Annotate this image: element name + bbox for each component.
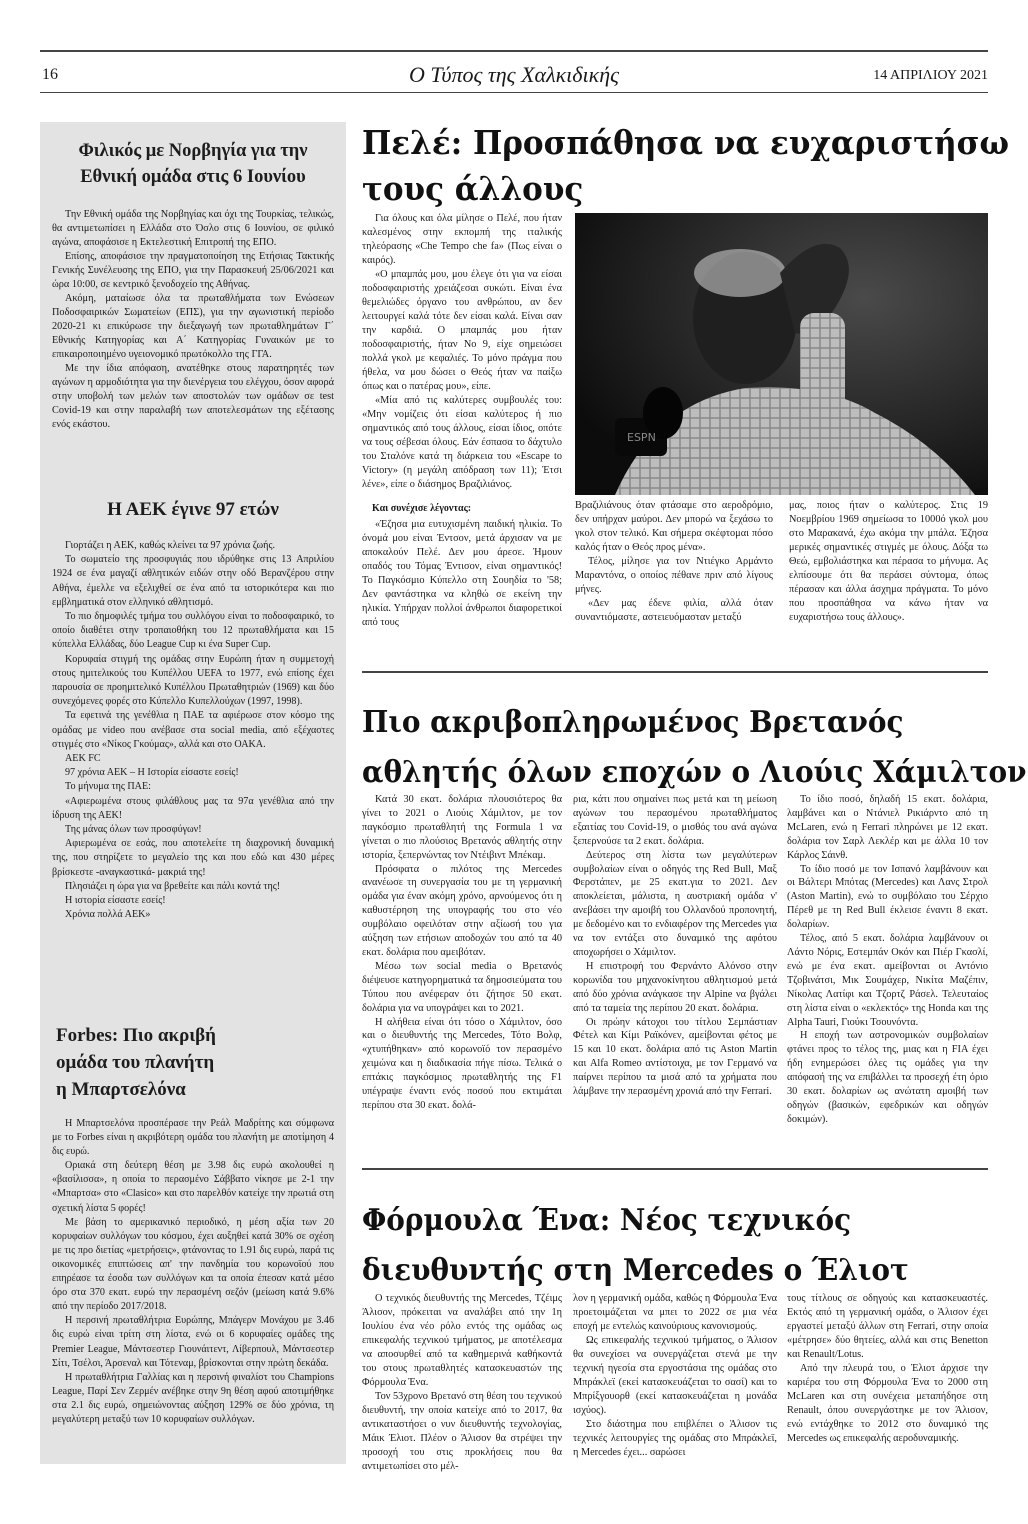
article-title: Forbes: Πιο ακριβή ομάδα του πλανήτη η Μπαρτσελόνα <box>56 1025 216 1100</box>
mercedes-headline: Φόρμουλα Ένα: Νέος τεχνικός διευθυντής στη Mercedes ο Έλιοτ <box>362 1203 909 1288</box>
sidebar-article-forbes <box>52 1022 334 1427</box>
divider <box>362 1168 988 1170</box>
hamilton-col3: Το ίδιο ποσό, δηλαδή 15 εκατ. δολάρια, λαμβάνει και ο Ντάνιελ Ρικιάρντο από τη McLaren, ενώ η Ferrari πληρώνει με 12 εκατ. δολάρια τον Σαρλ Λεκλέρ και με άλλα 10 τον Κάρλος Σάινθ. Το ίδιο ποσό με τον Ισπανό λαμβάνουν και οι Βάλτερι Μπότας (Mercedes) και Λανς Στρολ (Aston Martin), ενώ το συμβόλαιο του Σέρχιο Πέρεθ με τη Red Bull έκλεισε έναντι 8 εκατ. δολαρίων. Τέλος, από 5 εκατ. δολάρια λαμβάνουν οι Λάντο Νόρις, Εστεμπάν Οκόν και Πιέρ Γκασλί, ενώ με ένα εκατ. αμείβονται οι Αντόνιο Τζοβινάτσι, Μικ Σουμάχερ, Νικίτα Μαζέπιν, Νίκολας Λατίφι και Τζορτζ Ράσελ. Τελευταίος στη λίστα είναι ο «εκλεκτός» της Honda και της Alpha Tauri, Γιούκι Τσουνόντα. Η εποχή των αστρονομικών συμβολαίων φτάνει προς το τέλος της, μιας και η FIA έχει ήδη ενημερώσει όλες τις ομάδες για την απόφασή της να επιβάλλει τα προσεχή έτη όριο 30 εκατ. δολαρίων ως ανώτατη αμοιβή των οδηγών (βασικών, εφεδρικών και οδηγών δοκιμών). <box>787 794 988 1125</box>
pele-col1: Για όλους και όλα μίλησε ο Πελέ, που ήταν καλεσμένος στην εκπομπή της ιταλικής τηλεόρασης «Che Tempo che fa» (Πως είναι ο καιρός). «Ο μπαμπάς μου, μου έλεγε ότι για να είσαι ποδοσφαιριστής χρειάζεσαι συκώτι. Είναι ένα θεμελιώδες όργανο του ανθρώπου, αν δεν λειτουργεί καλά τότε δεν είσαι καλά. Είναι σαν την καρδιά. Ο μπαμπάς μου ήταν ποδοσφαιριστής, ήταν Νο 9, είχε σημειώσει πολλά γκολ με κεφαλιές. Το μόνο πράγμα που ήθελα, να μου δώσει ο Θεός ήταν να παίξω όπως και ο πατέρας μου», είπε. «Μία από τις καλύτερες συμβουλές του: «Μην νομίζεις ότι είσαι καλύτερος ή πιο σημαντικός από τους άλλους, είσαι ίδιος, οπότε να τους σέβεσαι όλους. Εάν έσπασα το δάχτυλο του Σταλόνε κατά τη διάρκεια του «Escape to Victory» (η μεγάλη απόδραση των 11); Έτσι λένε», είπε ο διάσημος Βραζιλιάνος. Και συνέχισε λέγοντας: «Έζησα μια ευτυχισμένη παιδική ηλικία. Το όνομά μου είναι Έντσον, μετά άρχισαν να με αποκαλούν Πελέ. Δεν μου άρεσε. Ήμουν οπαδός του Τόμας Έντισον, είναι σημαντικός! Το Παγκόσμιο Κύπελλο στη Σουηδία το '58; Δεν φαντάστηκα να κληθώ σε εκείνη την ηλικία. Υπήρχαν πολλοί άνθρωποι διαφορετικοί από τους <box>362 213 562 628</box>
mercedes-col2: λον η γερμανική ομάδα, καθώς η Φόρμουλα Ένα προετοιμάζεται να μπει το 2022 σε μια νέα εποχή με εντελώς καινούριους κανονισμούς. Ως επικεφαλής τεχνικού τμήματος, ο Άλισον θα συνεχίσει να συνεργάζεται στενά με την τεχνική ηγεσία στα εργοστάσια της ομάδας στο Μπράκλεϊ (εκεί κατασκευάζεται το σασί) και το Μπρίξγουορθ (εκεί κατασκευάζεται η μονάδα ισχύος). Στο διάστημα που επιβλέπει ο Άλισον τις τεχνικές λειτουργίες της ομάδας στο Μπράκλεϊ, η Mercedes έχει... σαρώσει <box>573 1293 777 1458</box>
article-title: Η ΑΕΚ έγινε 97 ετών <box>107 499 279 520</box>
hamilton-col2: ρια, κάτι που σημαίνει πως μετά και τη μείωση αγώνων του περασμένου πρωταθλήματος εξαιτίας του Covid-19, ο μισθός του ανά αγώνα ξεπερνούσε τα 2 εκατ. δολάρια. Δεύτερος στη λίστα των μεγαλύτερων συμβολαίων είναι ο οδηγός της Red Bull, Μαξ Φερστάπεν, με 25 εκατ.για το 2021. Δεν αποκλείεται, μάλιστα, η αυστριακή ομάδα ν' ανεβάσει την αμοιβή του Ολλανδού προπονητή, με δεδομένο και το ενδιαφέρον της Mercedes για να τον εντάξει στο δυναμικό της αφότου αποχωρήσει ο Χάμιλτον. Η επιστροφή του Φερνάντο Αλόνσο στην κορωνίδα του μηχανοκίνητου αθλητισμού μετά από δύο χρόνια ανάγκασε την Alpine να βγάλει από τα ταμεία της περίπου 20 εκατ. δολάρια. Οι πρώην κάτοχοι του τίτλου Σεμπάστιαν Φέτελ και Κίμι Ραϊκόνεν, αμείβονται φέτος με 15 και 10 εκατ. δολάρια από τις Aston Martin και Alfa Romeo αντίστοιχα, με τον Γερμανό να παίρνει περίπου τα μισά από τα χρήματα που λάμβανε την περασμένη χρονιά από την Ferrari. <box>573 794 777 1098</box>
subhead: Και συνέχισε λέγοντας: <box>372 503 472 514</box>
pele-headline: Πελέ: Προσπάθησα να ευχαριστήσω τους άλλους <box>362 123 1010 208</box>
divider <box>362 671 988 673</box>
article-title: Φιλικός με Νορβηγία για την Εθνική ομάδα στις 6 Ιουνίου <box>78 141 308 187</box>
svg-text:ESPN: ESPN <box>627 431 656 444</box>
masthead: Ο Τύπος της Χαλκιδικής <box>408 62 620 87</box>
mercedes-col1: Ο τεχνικός διευθυντής της Mercedes, Τζέιμς Άλισον, πρόκειται να αναλάβει από την 1η Ιουλίου ένα νέο ρόλο εντός της ομάδας ως επικεφαλής τεχνικού τμήματος, με αποτέλεσμα να αποσυρθεί από τα καθημερινά καθήκοντά του στους πρωταθλητές κατασκευαστών της Φόρμουλα Ένα. Τον 53χρονο Βρετανό στη θέση του τεχνικού διευθυντή, την οποία κατείχε από το 2017, θα αντικαταστήσει ο νυν διευθυντής τεχνολογίας, Μάικ Έλιοτ. Πλέον ο Άλισον θα στρέψει την προσοχή του στις προκλήσεις που θα αντιμετωπίσει στο μέλ- <box>362 1293 562 1472</box>
page-number: 16 <box>42 66 58 83</box>
article-body: Η Μπαρτσελόνα προσπέρασε την Ρεάλ Μαδρίτης και σύμφωνα με το Forbes είναι η ακριβότερη ομάδα του πλανήτη με αποτίμηση 4 δις ευρώ. Οριακά στη δεύτερη θέση με 3.98 δις ευρώ ακολουθεί η «βασίλισσα», η οποία το περασμένο Σάββατο νίκησε με 2-1 την «Μπαρτσα» στο «Clasico» και στο παρελθόν κατείχε την πρωτιά στη σχετική λίστα 5 φορές! Με βάση το αμερικανικό περιοδικό, η μέση αξία των 20 κορυφαίων συλλόγων του κόσμου, έχει αυξηθεί κατά 30% σε σχέση με τις προ διετίας «μετρήσεις», φτάνοντας το 1.91 δις ευρώ, παρά τις οικονομικές επιπτώσεις απ' την πανδημία του κορωνοϊού που επηρέασε τα έσοδα των συλλόγων και τα οποία έπεσαν κατά μέσο όρο στα 370 εκατ. ευρώ την περασμένη σεζόν (μείωση κατά 9.6% από την περίοδο 2017/2018. Η περσινή πρωταθλήτρια Ευρώπης, Μπάγερν Μονάχου με 3.46 δις ευρώ είναι τρίτη στη λίστα, ενώ οι 6 κορυφαίες ομάδες της Premier League, Μάντσεστερ Γιουνάιτεντ, Λίβερπουλ, Μάντσεστερ Σίτι, Τσέλσι, Άρσεναλ και Τότεναμ, βρίσκονται στην πρώτη δεκάδα. Η πρωταθλήτρια Γαλλίας και η περσινή φιναλίστ του Champions League, Παρί Σεν Ζερμέν ανέβηκε στην 9η θέση αφού αποτιμήθηκε στα 2.1 δις ευρώ, σημειώνοντας αύξηση 129% σε δύο χρόνια, τη μεγαλύτερη μεταξύ των 10 κορυφαίων συλλόγων. <box>52 1118 334 1425</box>
issue-date: 14 ΑΠΡΙΛΙΟΥ 2021 <box>873 68 988 83</box>
hamilton-col1: Κατά 30 εκατ. δολάρια πλουσιότερος θα γίνει το 2021 ο Λιούις Χάμιλτον, με τον παγκόσμιο πρωταθλητή της Formula 1 να γίνεται ο πιο πλούσιος Βρετανός αθλητής στην ιστορία, ξεπερνώντας τον Ντέιβιντ Μπέκαμ. Πρόσφατα ο πιλότος της Mercedes ανανέωσε τη συνεργασία του με τη γερμανική ομάδα για έναν ακόμη χρόνο, αρνούμενος ότι η καθυστέρηση της υπογραφής του στο νέο συμβόλαιο οφειλόταν στην αξίωσή του για αύξηση των ετήσιων αποδοχών του από τα 40 εκατ. δολάρια που αμειβόταν. Μέσω των social media ο Βρετανός διέψευσε κατηγορηματικά τα δημοσιεύματα του Τύπου που ανέφεραν ότι ζήτησε 50 εκατ. δολάρια για να υπογράψει και το 2021. Η αλήθεια είναι ότι τόσο ο Χάμιλτον, όσο και ο διευθυντής της Mercedes, Τότο Βολφ, «χτυπήθηκαν» από κορωνοϊό τον περασμένο χειμώνα και η διαδικασία πήγε πίσω. Τελικά ο επτάκις παγκόσμιος πρωταθλητής της F1 υπέγραψε έναντι ενός ποσού που εκτιμάται περίπου στα 30 εκατ. δολά- <box>362 794 562 1111</box>
portrait-photo-icon <box>575 213 988 495</box>
pele-photo <box>575 213 988 495</box>
hamilton-headline: Πιο ακριβοπληρωμένος Βρετανός αθλητής όλων εποχών ο Λιούις Χάμιλτον <box>362 705 1027 790</box>
sidebar-article-aek <box>52 497 334 922</box>
article-body: Γιορτάζει η ΑΕΚ, καθώς κλείνει τα 97 χρόνια ζωής. Το σωματείο της προσφυγιάς που ιδρύθηκε στις 13 Απριλίου 1924 σε ένα μαγαζί αθλητικών ειδών στην οδό Βερανζέρου στην Αθήνα, έμελλε να εξελιχθεί σε ένα από τα ιστορικότερα και πιο εμβληματικά στον ελληνικό αθλητισμό. Το πιο δημοφιλές τμήμα του συλλόγου είναι το ποδοσφαιρικό, το οποίο διαθέτει στην τροπαιοθήκη του 12 πρωταθλήματα και 15 κύπελλα Ελλάδας, δύο League Cup κι ένα Super Cup. Κορυφαία στιγμή της ομάδας στην Ευρώπη ήταν η συμμετοχή στους ημιτελικούς του Κυπέλλου UEFA το 1977, ενώ επίσης έχει παρουσία σε προημιτελικό Κυπέλλου Πρωταθητριών (1969) και δύο συνεχόμενες φορές στο Κύπελλο Κυπελλούχων (1997, 1998). Τα εφετινά της γενέθλια η ΠΑΕ τα αφιέρωσε στον κόσμο της ομάδας με video που ανέβασε στα social media, από εξέχαστες στιγμές στο «Νίκος Γκούμας», αλλά και στο ΟΑΚΑ. ΑΕΚ FC 97 χρόνια ΑΕΚ – Η Ιστορία είσαστε εσείς! Το μήνυμα της ΠΑΕ: «Αφιερωμένα στους φιλάθλους μας τα 97α γενέθλια από την ίδρυση της ΑΕΚ! Της μάνας όλων των προσφύγων! Αφιερωμένα σε εσάς, που αποτελείτε τη διαχρονική δυναμική της, που στηρίζετε το μεγαλείο της και που εδώ και 430 μέρες βρίσκεστε -αναγκαστικά- μακριά της! Πλησιάζει η ώρα για να βρεθείτε και πάλι κοντά της! Η ιστορία είσαστε εσείς! Χρόνια πολλά ΑΕΚ» <box>52 540 334 921</box>
pele-col3: μας, ποιος ήταν ο καλύτερος. Στις 19 Νοεμβρίου 1969 σημείωσα το 1000ό γκολ μου στο Μαρακανά, έχω ακόμα την μπάλα. Έζησα μερικές σημαντικές στιγμές με όλους. Δόξα τω Θεώ, εμβολιάστηκα και πέρασα το μήνυμα. Ας ελπίσουμε ότι θα περάσει σύντομα, όπως πέρασαν και άλλα άσχημα πράγματα. Το μόνο που προσπάθησα να κάνω ήταν να ευχαριστήσω τους άλλους». <box>789 500 988 623</box>
pele-col2: Βραζιλιάνους όταν φτάσαμε στο αεροδρόμιο, δεν υπήρχαν μαύροι. Δεν μπορώ να ξεχάσω το γκολ στον τελικό. Και σήμερα σκέφτομαι πόσο καλός ήταν ο Θεός προς μένα». Τέλος, μίλησε για τον Ντιέγκο Αρμάντο Μαραντόνα, ο οποίος πέθανε πριν από λίγους μήνες. «Δεν μας έδενε φιλία, αλλά όταν συναντιόμαστε, αστειευόμασταν μεταξύ <box>575 500 773 623</box>
article-body: Την Εθνική ομάδα της Νορβηγίας και όχι της Τουρκίας, τελικώς, θα αντιμετωπίσει η Ελλάδα στο Όσλο στις 6 Ιουνίου, σε φιλικό αγώνα, αποφάσισε η Εκτελεστική Επιτροπή της ΕΠΟ. Επίσης, αποφάσισε την πραγματοποίηση της Ετήσιας Τακτικής Γενικής Συνέλευσης της ΕΠΟ, για την Παρασκευή 25/06/2021 και ώρα 10:00, σε κεντρικό ξενοδοχείο της Αθήνας. Ακόμη, ματαίωσε όλα τα πρωταθλήματα των Ενώσεων Ποδοσφαιρικών Σωματείων (ΕΠΣ), για την αγωνιστική περίοδο 2020-21 κι επικύρωσε την διεξαγωγή των πρωταθλημάτων Γ΄ Εθνικής Κατηγορίας και Α΄ Κατηγορίας Γυναικών με το επικαιροποιημένο υγειονομικό πρωτόκολλο της ΓΓΑ. Με την ίδια απόφαση, ανατέθηκε στους παρατηρητές των αγώνων η αρμοδιότητα για την διενέργεια του ελέγχου, όσον αφορά στην υποβολή των μελών των αποστολών των ομάδων σε test Covid-19 και στην παραλαβή των αποτελεσμάτων της εξέτασης ενός εκάστου. <box>52 209 334 430</box>
mercedes-col3: τους τίτλους σε οδηγούς και κατασκευαστές. Εκτός από τη γερμανική ομάδα, ο Άλισον έχει εργαστεί μεταξύ άλλων στη Ferrari, στην οποία «μέτρησε» δύο θητείες, αλλά και στις Benetton και Renault/Lotus. Από την πλευρά του, ο Έλιοτ άρχισε την καριέρα του στη Φόρμουλα Ένα το 2000 στη McLaren και στη συνέχεια μεταπήδησε στη Renault, όπου συνεργάστηκε με τον Άλισον, ενώ εντάχθηκε το 2012 στο δυναμικό της Mercedes ως επικεφαλής αεροδυναμικής. <box>787 1293 988 1444</box>
sidebar-article-friendly <box>52 138 334 432</box>
